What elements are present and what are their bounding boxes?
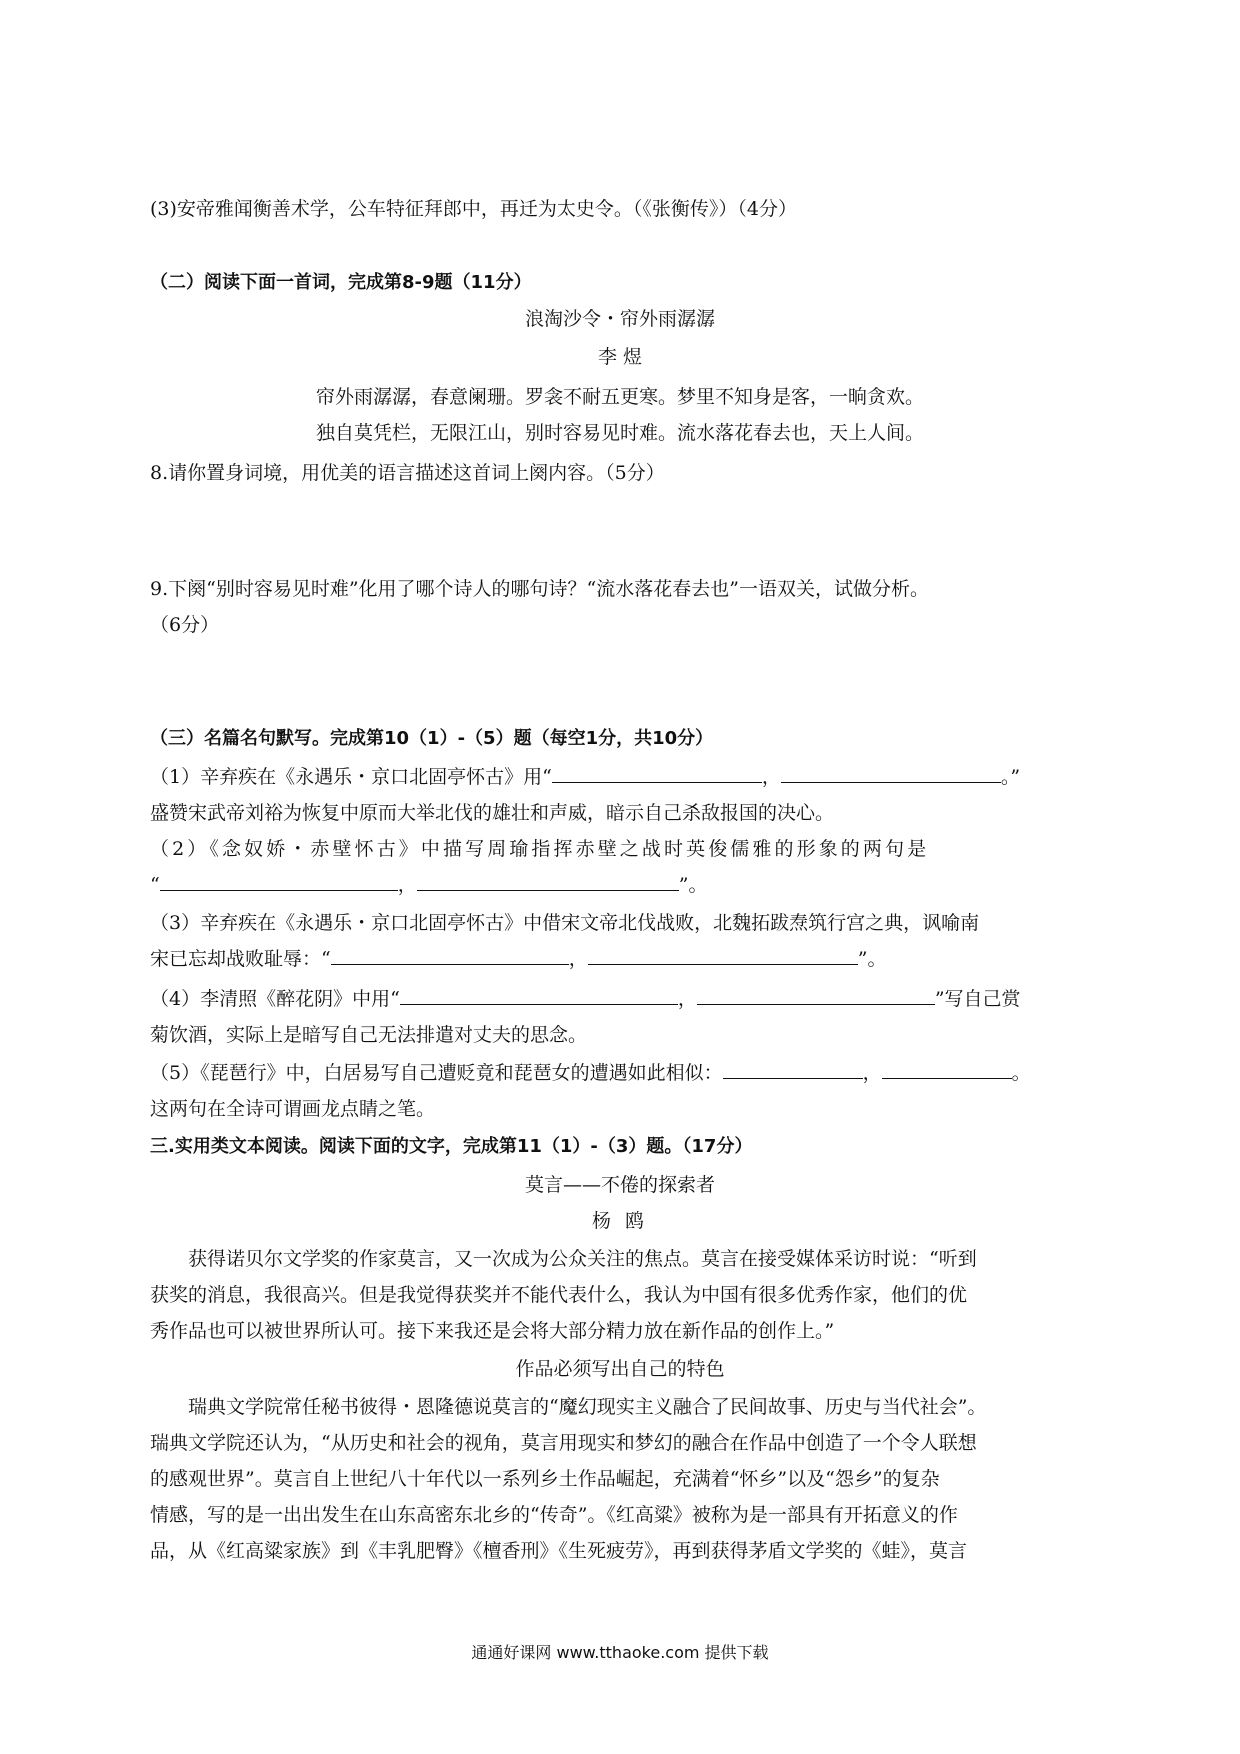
q10-5-end: 。: [1011, 1062, 1031, 1084]
article-para2-line: 品，从《红高粱家族》到《丰乳肥臀》《檀香刑》《生死疲劳》，再到获得茅盾文学奖的《蛙》，莫言: [150, 1540, 968, 1562]
answer-blank[interactable]: [331, 946, 569, 965]
q9-line2: （6分）: [150, 614, 220, 636]
page-footer: 通通好课网 www.tthaoke.com 提供下载: [471, 1643, 769, 1662]
q10-3-line2: [150, 946, 886, 972]
q10-3-sep: ，: [568, 948, 588, 970]
q10-4-line1: [150, 986, 1021, 1012]
q10-5-sep: ，: [862, 1062, 882, 1084]
q10-4-text: （4）李清照《醉花阴》中用“: [150, 988, 400, 1010]
q10-4-end: ”写自己赏: [934, 988, 1021, 1010]
article-title: 莫言——不倦的探索者: [524, 1174, 715, 1196]
q10-4-line2: 菊饮酒，实际上是暗写自己无法排遣对丈夫的思念。: [150, 1024, 588, 1046]
article-para2-line: 的感观世界”。莫言自上世纪八十年代以一系列乡土作品崛起，充满着“怀乡”以及“怨乡”的复杂: [150, 1468, 940, 1490]
q9-line1: 9.下阕“别时容易见时难”化用了哪个诗人的哪句诗？“流水落花春去也”一语双关，试做分析。: [150, 578, 929, 600]
q10-1-end: 。”: [1000, 766, 1021, 788]
poem-title: 浪淘沙令・帘外雨潺潺: [524, 308, 715, 330]
q8: 8.请你置身词境，用优美的语言描述这首词上阕内容。（5分）: [150, 462, 665, 484]
q10-3-end: ”。: [857, 948, 887, 970]
q10-5-line1: [150, 1060, 1031, 1086]
answer-blank[interactable]: [400, 986, 678, 1005]
q10-5-text: （5）《琵琶行》中，白居易写自己遭贬竟和琵琶女的遭遇如此相似：: [150, 1062, 723, 1084]
q10-4-sep: ，: [677, 988, 697, 1010]
q10-2-end: ”。: [678, 874, 708, 896]
answer-blank[interactable]: [882, 1060, 1012, 1079]
answer-blank[interactable]: [552, 764, 762, 783]
q10-1-text: （1）辛弃疾在《永遇乐・京口北固亭怀古》用“: [150, 766, 552, 788]
answer-blank[interactable]: [723, 1060, 863, 1079]
q10-2-sep: ，: [397, 874, 417, 896]
answer-blank[interactable]: [697, 986, 935, 1005]
section2-heading: （二）阅读下面一首词，完成第8-9题（11分）: [150, 272, 532, 293]
q10-2-open: “: [150, 874, 160, 896]
q10-1-sep: ，: [761, 766, 781, 788]
poem-line: 独自莫凭栏，无限江山，别时容易见时难。流水落花春去也，天上人间。: [315, 422, 924, 444]
q10-2-line1: （2）《念奴娇・赤壁怀古》中描写周瑜指挥赤壁之战时英俊儒雅的形象的两句是: [150, 838, 930, 860]
article-author: 杨 鸥: [591, 1210, 649, 1232]
part3-heading: 三.实用类文本阅读。阅读下面的文字，完成第11（1）-（3）题。（17分）: [150, 1136, 753, 1157]
q10-1-line2: 盛赞宋武帝刘裕为恢复中原而大举北伐的雄壮和声威，暗示自己杀敌报国的决心。: [150, 802, 835, 824]
q10-5-line2: 这两句在全诗可谓画龙点睛之笔。: [150, 1098, 436, 1120]
answer-blank[interactable]: [588, 946, 858, 965]
q10-3-line1: （3）辛弃疾在《永遇乐・京口北固亭怀古》中借宋文帝北伐战败，北魏拓跋焘筑行宫之典，讽喻南: [150, 912, 980, 934]
article-para1-line: 获奖的消息，我很高兴。但是我觉得获奖并不能代表什么，我认为中国有很多优秀作家，他们的优: [150, 1284, 968, 1306]
q10-3-text: 宋已忘却战败耻辱：“: [150, 948, 331, 970]
answer-blank[interactable]: [781, 764, 1001, 783]
q10-1-line1: [150, 764, 1020, 790]
article-para1-line: 获得诺贝尔文学奖的作家莫言，又一次成为公众关注的焦点。莫言在接受媒体采访时说：“听到: [188, 1248, 977, 1270]
article-para1-line: 秀作品也可以被世界所认可。接下来我还是会将大部分精力放在新作品的创作上。”: [150, 1320, 835, 1342]
q10-2-line2: [150, 872, 707, 898]
article-subtitle: 作品必须写出自己的特色: [515, 1358, 725, 1380]
poem-author: 李 煜: [597, 346, 643, 368]
answer-blank[interactable]: [417, 872, 679, 891]
section3-heading: （三）名篇名句默写。完成第10（1）-（5）题（每空1分，共10分）: [150, 728, 714, 749]
q7-3: (3)安帝雅闻衡善术学，公车特征拜郎中，再迁为太史令。（《张衡传》）（4分）: [150, 198, 798, 220]
article-para2-line: 瑞典文学院还认为，“从历史和社会的视角，莫言用现实和梦幻的融合在作品中创造了一个令人联想: [150, 1432, 977, 1454]
article-para2-line: 情感，写的是一出出发生在山东高密东北乡的“传奇”。《红高粱》被称为是一部具有开拓意义的作: [150, 1504, 958, 1526]
article-para2-line: 瑞典文学院常任秘书彼得・恩隆德说莫言的“魔幻现实主义融合了民间故事、历史与当代社会”。: [188, 1396, 987, 1418]
answer-blank[interactable]: [160, 872, 398, 891]
poem-line: 帘外雨潺潺，春意阑珊。罗衾不耐五更寒。梦里不知身是客，一晌贪欢。: [315, 386, 924, 408]
